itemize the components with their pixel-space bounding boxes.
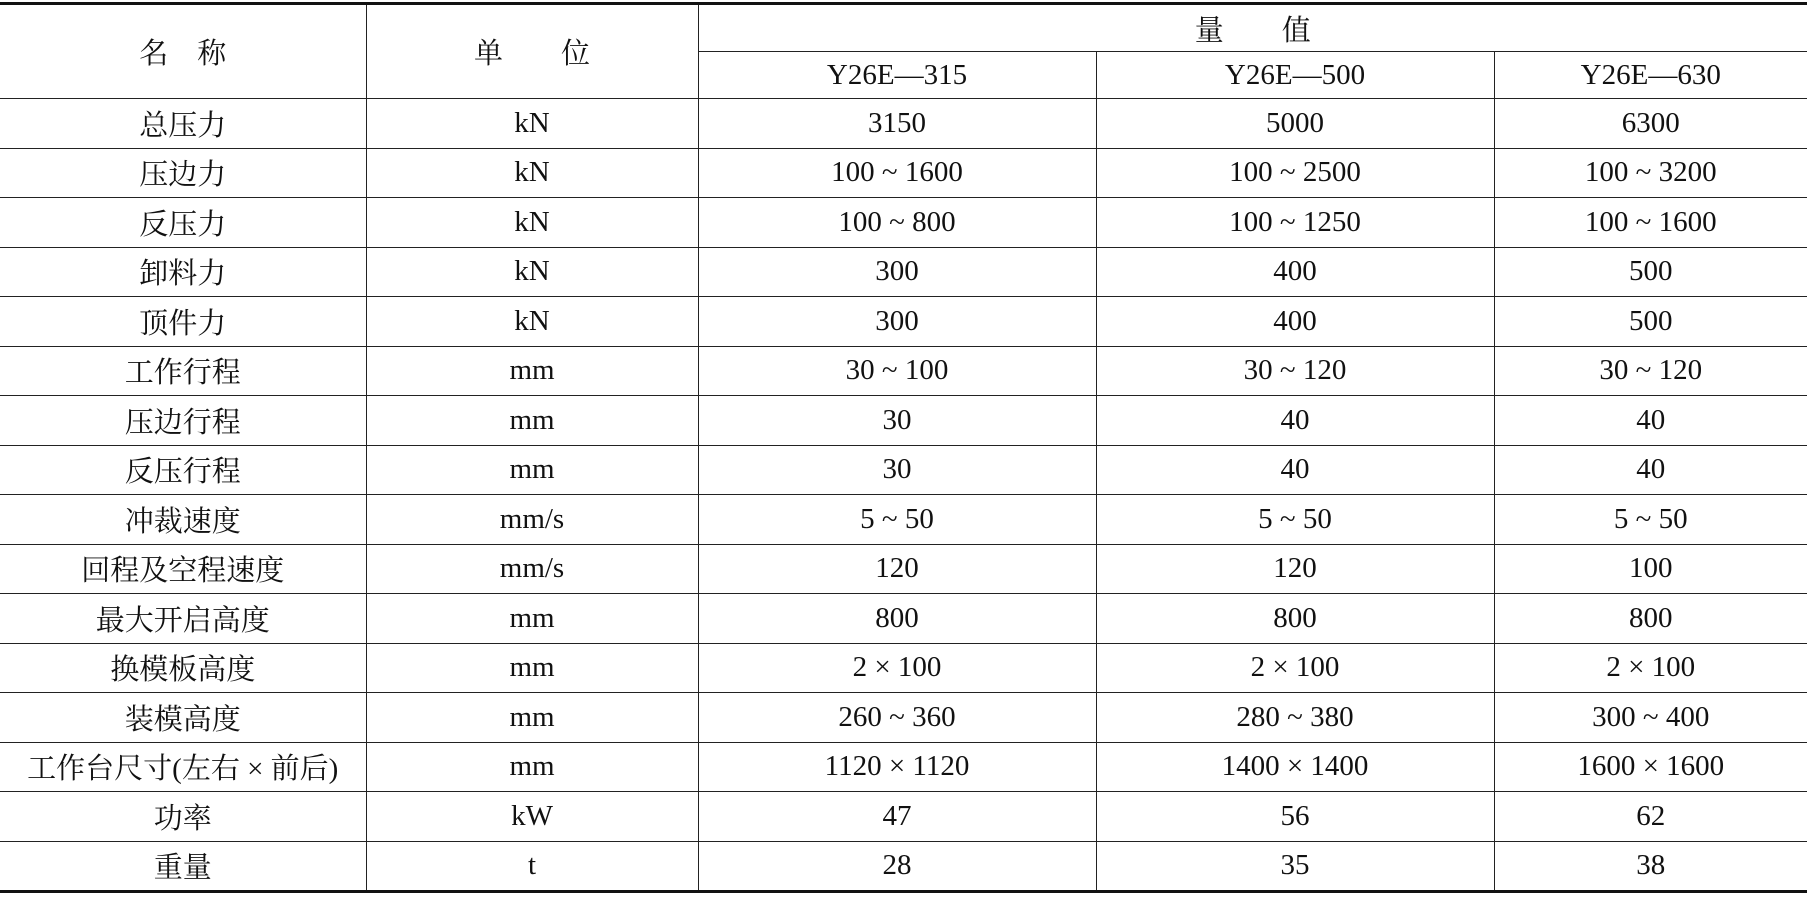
row-unit-cell: kN	[366, 198, 698, 248]
table-body	[0, 99, 1807, 892]
table-row	[0, 693, 1807, 743]
row-name-cell: 冲裁速度	[0, 495, 366, 545]
row-unit-cell: mm	[366, 594, 698, 644]
header-unit: 单 位	[366, 4, 698, 99]
row-value-cell: 30 ~ 120	[1096, 346, 1494, 396]
row-name-cell: 总压力	[0, 99, 366, 149]
row-name-cell: 顶件力	[0, 297, 366, 347]
row-value-cell: 28	[698, 841, 1096, 892]
row-value-cell: 30 ~ 100	[698, 346, 1096, 396]
header-row	[0, 4, 1807, 52]
row-value-cell: 6300	[1494, 99, 1807, 149]
row-name-cell: 回程及空程速度	[0, 544, 366, 594]
row-value-cell: 500	[1494, 297, 1807, 347]
row-name-cell: 压边力	[0, 148, 366, 198]
table-row	[0, 445, 1807, 495]
row-value-cell: 100 ~ 1600	[698, 148, 1096, 198]
row-name-cell: 卸料力	[0, 247, 366, 297]
row-name-cell: 重量	[0, 841, 366, 892]
row-unit-cell: mm	[366, 396, 698, 446]
row-value-cell: 30	[698, 445, 1096, 495]
table-row	[0, 594, 1807, 644]
row-value-cell: 280 ~ 380	[1096, 693, 1494, 743]
row-unit-cell: mm	[366, 742, 698, 792]
header-model: Y26E—500	[1096, 52, 1494, 99]
row-value-cell: 47	[698, 792, 1096, 842]
table-row	[0, 346, 1807, 396]
row-value-cell: 300 ~ 400	[1494, 693, 1807, 743]
row-unit-cell: mm	[366, 445, 698, 495]
row-name-cell: 压边行程	[0, 396, 366, 446]
row-value-cell: 30	[698, 396, 1096, 446]
table-row	[0, 247, 1807, 297]
row-value-cell: 260 ~ 360	[698, 693, 1096, 743]
row-value-cell: 1400 × 1400	[1096, 742, 1494, 792]
row-value-cell: 100	[1494, 544, 1807, 594]
table-row	[0, 742, 1807, 792]
row-unit-cell: t	[366, 841, 698, 892]
header-model: Y26E—315	[698, 52, 1096, 99]
row-value-cell: 38	[1494, 841, 1807, 892]
row-name-cell: 工作行程	[0, 346, 366, 396]
row-value-cell: 800	[1096, 594, 1494, 644]
table-row	[0, 396, 1807, 446]
table-row	[0, 544, 1807, 594]
row-value-cell: 100 ~ 1250	[1096, 198, 1494, 248]
table-row	[0, 198, 1807, 248]
row-value-cell: 100 ~ 800	[698, 198, 1096, 248]
row-unit-cell: mm/s	[366, 544, 698, 594]
row-value-cell: 40	[1096, 396, 1494, 446]
row-value-cell: 100 ~ 2500	[1096, 148, 1494, 198]
table-row	[0, 495, 1807, 545]
row-name-cell: 最大开启高度	[0, 594, 366, 644]
spec-table	[0, 2, 1807, 893]
row-value-cell: 62	[1494, 792, 1807, 842]
row-unit-cell: mm	[366, 643, 698, 693]
row-value-cell: 35	[1096, 841, 1494, 892]
row-value-cell: 800	[698, 594, 1096, 644]
row-value-cell: 30 ~ 120	[1494, 346, 1807, 396]
row-value-cell: 800	[1494, 594, 1807, 644]
row-name-cell: 反压行程	[0, 445, 366, 495]
row-value-cell: 300	[698, 247, 1096, 297]
row-value-cell: 2 × 100	[1494, 643, 1807, 693]
row-unit-cell: mm	[366, 346, 698, 396]
row-value-cell: 2 × 100	[698, 643, 1096, 693]
row-value-cell: 5000	[1096, 99, 1494, 149]
row-value-cell: 40	[1494, 396, 1807, 446]
table-row	[0, 643, 1807, 693]
row-name-cell: 功率	[0, 792, 366, 842]
row-value-cell: 100 ~ 1600	[1494, 198, 1807, 248]
row-name-cell: 反压力	[0, 198, 366, 248]
row-value-cell: 1600 × 1600	[1494, 742, 1807, 792]
row-unit-cell: kN	[366, 247, 698, 297]
row-name-cell: 装模高度	[0, 693, 366, 743]
row-value-cell: 40	[1096, 445, 1494, 495]
row-name-cell: 换模板高度	[0, 643, 366, 693]
header-value: 量 值	[698, 4, 1807, 52]
row-value-cell: 500	[1494, 247, 1807, 297]
table-row	[0, 297, 1807, 347]
row-name-cell: 工作台尺寸(左右 × 前后)	[0, 742, 366, 792]
row-unit-cell: kN	[366, 99, 698, 149]
row-unit-cell: mm/s	[366, 495, 698, 545]
row-value-cell: 2 × 100	[1096, 643, 1494, 693]
row-unit-cell: kW	[366, 792, 698, 842]
row-value-cell: 56	[1096, 792, 1494, 842]
row-value-cell: 40	[1494, 445, 1807, 495]
row-value-cell: 3150	[698, 99, 1096, 149]
row-value-cell: 100 ~ 3200	[1494, 148, 1807, 198]
row-value-cell: 120	[698, 544, 1096, 594]
row-value-cell: 400	[1096, 297, 1494, 347]
header-model: Y26E—630	[1494, 52, 1807, 99]
row-unit-cell: mm	[366, 693, 698, 743]
table-row	[0, 841, 1807, 892]
row-value-cell: 120	[1096, 544, 1494, 594]
row-value-cell: 1120 × 1120	[698, 742, 1096, 792]
table-row	[0, 148, 1807, 198]
row-unit-cell: kN	[366, 297, 698, 347]
table-row	[0, 99, 1807, 149]
row-value-cell: 5 ~ 50	[698, 495, 1096, 545]
row-unit-cell: kN	[366, 148, 698, 198]
header-name: 名 称	[0, 4, 366, 99]
row-value-cell: 5 ~ 50	[1096, 495, 1494, 545]
table-row	[0, 792, 1807, 842]
row-value-cell: 400	[1096, 247, 1494, 297]
row-value-cell: 5 ~ 50	[1494, 495, 1807, 545]
row-value-cell: 300	[698, 297, 1096, 347]
